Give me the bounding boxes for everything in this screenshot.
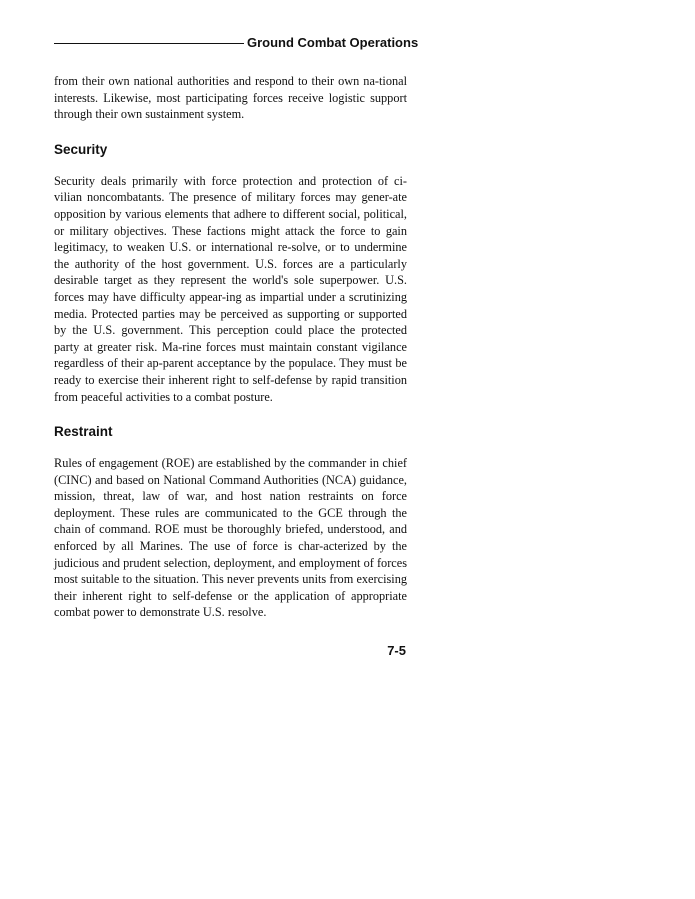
section-body-restraint: Rules of engagement (ROE) are established by the commander in chief (CINC) and based on National Command Authorities (NCA) guidance, mission, threat, law of war, and host nation restraints on force deployment. These rules are communicated to the GCE through the chain of command. ROE must be thoroughly briefed, understood, and enforced by all Marines. The use of force is char-acterized by the judicious and prudent selection, deployment, and employment of forces most suitable to the situation. This never prevents units from exercising their inherent right to self-defense or the application of appropriate combat power to demonstrate U.S. resolve. [54, 456, 407, 620]
running-header-title: Ground Combat Operations [247, 35, 419, 50]
section-heading-restraint: Restraint [54, 424, 113, 440]
intro-paragraph: from their own national authorities and respond to their own na-tional interests. Likewise, most participating forces receive logistic support through their own sustainment system. [54, 74, 407, 122]
section-security [54, 141, 407, 405]
section-heading-security: Security [54, 141, 108, 157]
page-body [54, 73, 407, 621]
header-rule [54, 43, 244, 44]
section-body-security: Security deals primarily with force protection and protection of ci-vilian noncombatants. The presence of military forces may gener-ate opposition by various elements that adhere to different social, political, or military objectives. These factions might attack the force to gain legitimacy, to weaken U.S. or international re-solve, or to undermine the authority of the host government. U.S. forces are a particularly desirable target as they represent the world's sole superpower. U.S. forces may have difficulty appear-ing as impartial under a scrutinizing media. Protected parties may be perceived as supporting or supported by the U.S. government. This perception could place the protected party at greater risk. Ma-rine forces must maintain constant vigilance regardless of their ap-parent acceptance by the populace. They must be ready to exercise their inherent right to self-defense by rapid transition from peaceful activities to a combat posture. [54, 173, 407, 404]
section-restraint [54, 423, 407, 621]
page-number: 7-5 [387, 643, 406, 658]
